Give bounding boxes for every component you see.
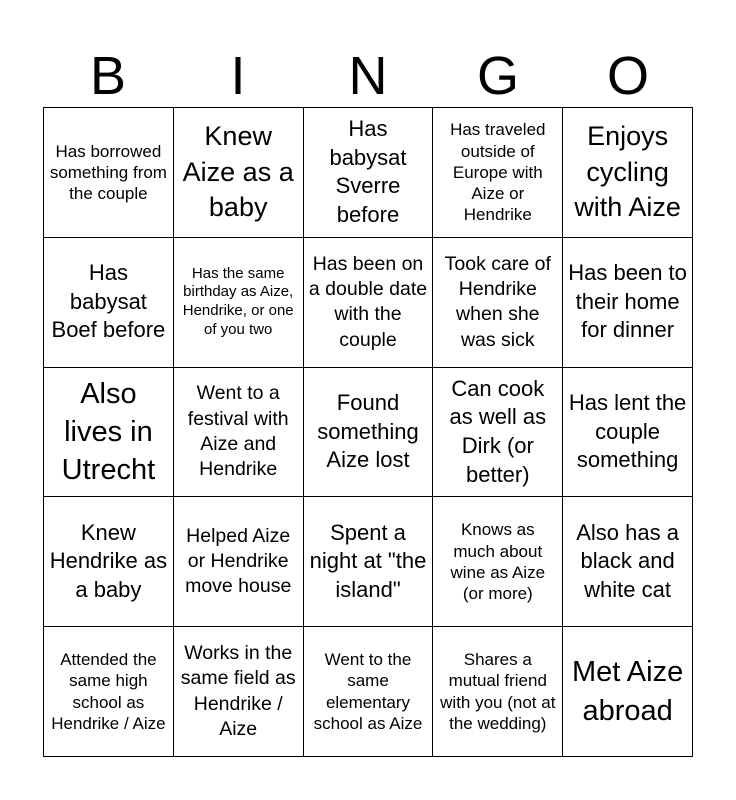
cell-text: Shares a mutual friend with you (not at the wedding) xyxy=(440,650,556,733)
bingo-cell[interactable] xyxy=(433,627,563,757)
cell-text: Knows as much about wine as Aize (or more) xyxy=(450,520,546,604)
cell-text: Met Aize abroad xyxy=(571,656,684,727)
cell-text: Took care of Hendrike when she was sick xyxy=(444,252,551,351)
header-letter-i: I xyxy=(230,46,246,106)
bingo-header xyxy=(43,44,693,108)
bingo-cell[interactable] xyxy=(563,238,693,368)
header-letter-g: G xyxy=(476,46,519,106)
bingo-cell[interactable] xyxy=(44,238,174,368)
bingo-cell[interactable] xyxy=(44,627,174,757)
cell-text: Has the same birthday as Aize, Hendrike, or one of you two xyxy=(182,264,294,338)
bingo-cell[interactable] xyxy=(433,108,563,238)
cell-text: Spent a night at "the island" xyxy=(309,519,427,603)
bingo-cell[interactable] xyxy=(174,238,304,368)
bingo-cell[interactable] xyxy=(44,108,174,238)
cell-text: Works in the same field as Hendrike / Aize xyxy=(180,641,296,740)
bingo-cell[interactable] xyxy=(304,497,434,627)
bingo-cell[interactable] xyxy=(563,497,693,627)
cell-text: Attended the same high school as Hendrike / Aize xyxy=(51,650,166,733)
cell-text: Also lives in Utrecht xyxy=(61,377,156,487)
bingo-cell[interactable] xyxy=(44,497,174,627)
cell-text: Helped Aize or Hendrike move house xyxy=(185,524,292,598)
header-letter-b: B xyxy=(89,46,127,106)
bingo-cell[interactable] xyxy=(304,627,434,757)
cell-text: Has traveled outside of Europe with Aize or Hendrike xyxy=(450,120,546,225)
cell-text: Can cook as well as Dirk (or better) xyxy=(449,375,547,487)
cell-text: Knew Aize as a baby xyxy=(182,120,294,223)
cell-text: Enjoys cycling with Aize xyxy=(574,120,681,223)
cell-text: Also has a black and white cat xyxy=(576,519,679,603)
cell-text: Went to the same elementary school as Aize xyxy=(313,650,423,733)
cell-text: Went to a festival with Aize and Hendrike xyxy=(187,382,289,481)
bingo-cell[interactable] xyxy=(433,368,563,498)
bingo-cell[interactable] xyxy=(433,497,563,627)
bingo-cell[interactable] xyxy=(174,108,304,238)
cell-text: Has borrowed something from the couple xyxy=(49,141,167,204)
bingo-cell[interactable] xyxy=(563,368,693,498)
bingo-cell[interactable] xyxy=(304,368,434,498)
bingo-cell[interactable] xyxy=(433,238,563,368)
header-letter-n: N xyxy=(348,46,388,106)
bingo-cell[interactable] xyxy=(174,497,304,627)
cell-text: Has babysat Sverre before xyxy=(329,116,407,227)
cell-text: Has been on a double date with the couple xyxy=(308,252,428,351)
cell-text: Has lent the couple something xyxy=(568,390,687,473)
bingo-cell[interactable] xyxy=(174,627,304,757)
header-letter-o: O xyxy=(606,46,649,106)
bingo-cell[interactable] xyxy=(563,627,693,757)
cell-text: Has babysat Boef before xyxy=(51,260,166,343)
bingo-cell[interactable] xyxy=(174,368,304,498)
bingo-cell[interactable] xyxy=(304,238,434,368)
bingo-cell[interactable] xyxy=(44,368,174,498)
cell-text: Knew Hendrike as a baby xyxy=(49,519,168,603)
cell-text: Has been to their home for dinner xyxy=(568,260,687,343)
bingo-cell[interactable] xyxy=(304,108,434,238)
bingo-board xyxy=(43,107,693,757)
bingo-cell[interactable] xyxy=(563,108,693,238)
cell-text: Found something Aize lost xyxy=(317,390,419,473)
